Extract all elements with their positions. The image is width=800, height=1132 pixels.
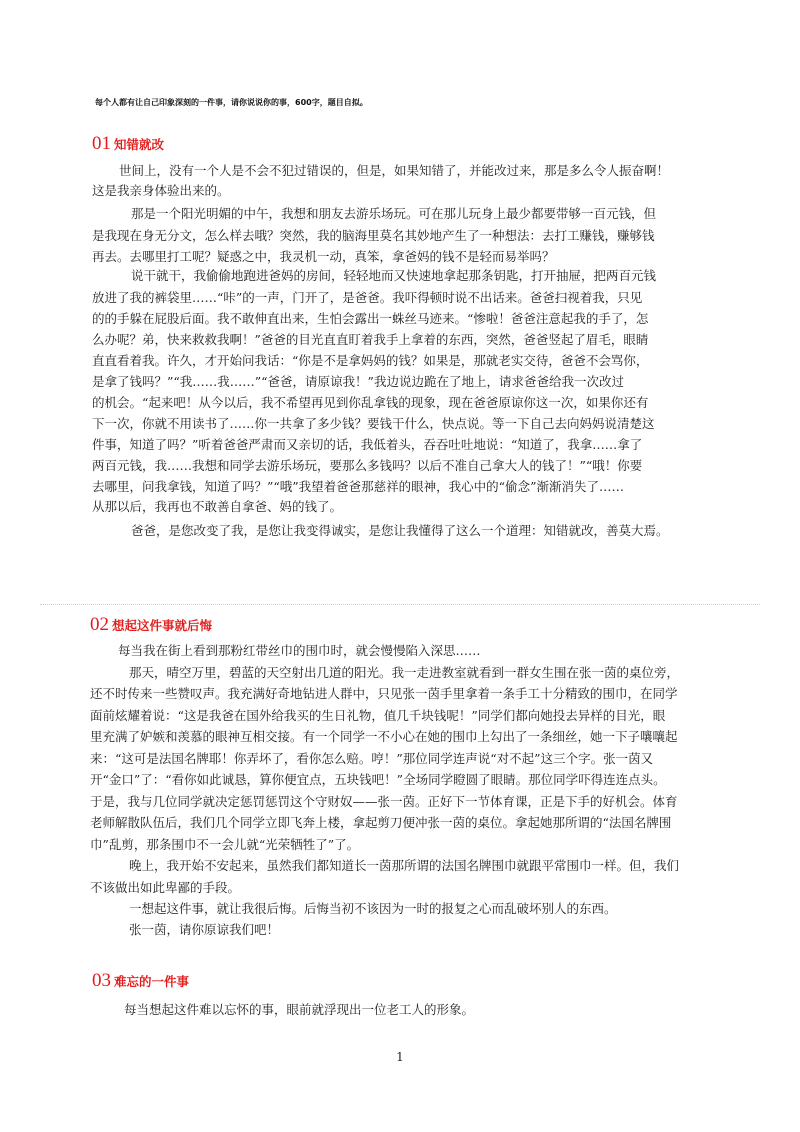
paragraph-line: 的的手躲在屁股后面。我不敢伸直出来，生怕会露出一蛛丝马迹来。“惨啦！爸爸注意起我的手了，怎 <box>92 311 649 326</box>
section-title: 想起这件事就后悔 <box>112 618 213 633</box>
essay-prompt: 每个人都有让自己印象深刻的一件事，请你说说你的事，600字，题目自拟。 <box>95 98 368 107</box>
paragraph-line: 是我现在身无分文，怎么样去哦？突然，我的脑海里莫名其妙地产生了一种想法：去打工赚钱，赚够钱 <box>92 228 655 243</box>
paragraph-line: 还不时传来一些赞叹声。我充满好奇地钻进人群中，只见张一茵手里拿着一条手工十分精致的围巾，在同学 <box>90 686 678 701</box>
paragraph-line: 件事，知道了吗？”听着爸爸严肃而又亲切的话，我低着头，吞吞吐吐地说：“知道了，我拿……拿了 <box>92 437 643 452</box>
section-heading-1 <box>92 133 164 155</box>
section-number: 02 <box>90 614 109 635</box>
section-number: 01 <box>92 133 111 154</box>
paragraph-line: 开“金口”了：“看你如此诚恳，算你便宜点，五块钱吧！”全场同学瞪圆了眼睛。那位同学吓得连连点头。 <box>90 772 666 787</box>
paragraph-line: 去哪里，问我拿钱，知道了吗？”“哦”我望着爸爸那慈祥的眼神，我心中的“偷念”渐渐消失了…… <box>92 479 624 494</box>
section-heading-2 <box>90 614 212 636</box>
paragraph-line: 一想起这件事，就让我很后悔。后悔当初不该因为一时的报复之心而乱破坏别人的东西。 <box>129 901 617 916</box>
section-title: 难忘的一件事 <box>114 974 190 989</box>
paragraph-line: 再去。去哪里打工呢？疑惑之中，我灵机一动，真笨，拿爸妈的钱不是轻而易举吗？ <box>92 249 555 264</box>
paragraph-line: 巾”乱剪，那条围巾不一会儿就“光荣牺牲了”了。 <box>90 837 360 852</box>
paragraph-line: 下一次，你就不用读书了……你一共拿了多少钱？要钱干什么，快点说。等一下自己去向妈妈说清楚这 <box>92 416 655 431</box>
paragraph-line: 直直看着我。许久，才开始问我话：“你是不是拿妈妈的钱？如果是，那就老实交待，爸爸不会骂你， <box>92 353 649 368</box>
paragraph-line: 是拿了钱吗？”“我……我……”“爸爸，请原谅我！”我边说边跪在了地上，请求爸爸给我一次改过 <box>92 374 624 389</box>
paragraph-line: 从那以后，我再也不敢善自拿爸、妈的钱了。 <box>92 499 343 514</box>
paragraph-line: 放进了我的裤袋里……“咔”的一声，门开了，是爸爸。我吓得顿时说不出话来。爸爸扫视着我，只见 <box>92 290 643 305</box>
paragraph-line: 晚上，我开始不安起来，虽然我们都知道长一茵那所谓的法国名牌围巾就跟平常围巾一样。但，我们 <box>129 858 680 873</box>
section-heading-3 <box>92 970 189 992</box>
paragraph-line: 那是一个阳光明媚的中午，我想和朋友去游乐场玩。可在那儿玩身上最少都要带够一百元钱，但 <box>131 206 657 221</box>
paragraph-line: 老师解散队伍后，我们几个同学立即飞奔上楼，拿起剪刀便冲张一茵的桌位。拿起她那所谓的“法国名牌围 <box>90 815 672 830</box>
paragraph-line: 于是，我与几位同学就决定惩罚惩罚这个守财奴——张一茵。正好下一节体育课，正是下手的好机会。体育 <box>90 794 678 809</box>
paragraph-line: 两百元钱，我……我想和同学去游乐场玩，要那么多钱吗？以后不准自己拿大人的钱了！”“哦！你要 <box>92 458 643 473</box>
paragraph-line: 来：“这可是法国名牌耶！你弄坏了，看你怎么赔。哼！”那位同学连声说“对不起”这三个字。张一茵又 <box>90 751 654 766</box>
paragraph-line: 世间上，没有一个人是不会不犯过错误的，但是，如果知错了，并能改过来，那是多么令人振奋啊！ <box>119 163 670 178</box>
paragraph-line: 面前炫耀着说：“这是我爸在国外给我买的生日礼物，值几千块钱呢！”同学们都向她投去异样的目光，眼 <box>90 708 666 723</box>
section-number: 03 <box>92 970 111 991</box>
paragraph-line: 里充满了妒嫉和羡慕的眼神互相交接。有一个同学一不小心在她的围巾上勾出了一条细丝，她一下子嚷嚷起 <box>90 729 678 744</box>
paragraph-line: 这是我亲身体验出来的。 <box>92 183 230 198</box>
paragraph-line: 张一茵，请你原谅我们吧！ <box>129 922 280 937</box>
paragraph-line: 每当想起这件难以忘怀的事，眼前就浮现出一位老工人的形象。 <box>124 1002 475 1017</box>
paragraph-line: 爸爸，是您改变了我，是您让我变得诚实，是您让我懂得了这么一个道理：知错就改，善莫大焉。 <box>131 523 669 538</box>
paragraph-line: 不该做出如此卑鄙的手段。 <box>90 880 241 895</box>
paragraph-line: 说干就干，我偷偷地跑进爸妈的房间，轻轻地而又快速地拿起那条钥匙，打开抽屉，把两百元钱 <box>131 268 657 283</box>
paragraph-line: 的机会。“起来吧！从今以后，我不希望再见到你乱拿钱的现象，现在爸爸原谅你这一次，如果你还有 <box>92 395 649 410</box>
paragraph-line: 那天，晴空万里，碧蓝的天空射出几道的阳光。我一走进教室就看到一群女生围在张一茵的桌位旁， <box>129 665 680 680</box>
paragraph-line: 每当我在街上看到那粉红带丝巾的围巾时，就会慢慢陷入深思…… <box>118 643 481 658</box>
page-number: 1 <box>396 1050 404 1064</box>
section-title: 知错就改 <box>114 137 165 152</box>
section-divider <box>40 604 760 605</box>
paragraph-line: 么办呢？弟，快来救救我啊！”爸爸的目光直直盯着我手上拿着的东西，突然，爸爸竖起了眉毛，眼睛 <box>92 332 649 347</box>
